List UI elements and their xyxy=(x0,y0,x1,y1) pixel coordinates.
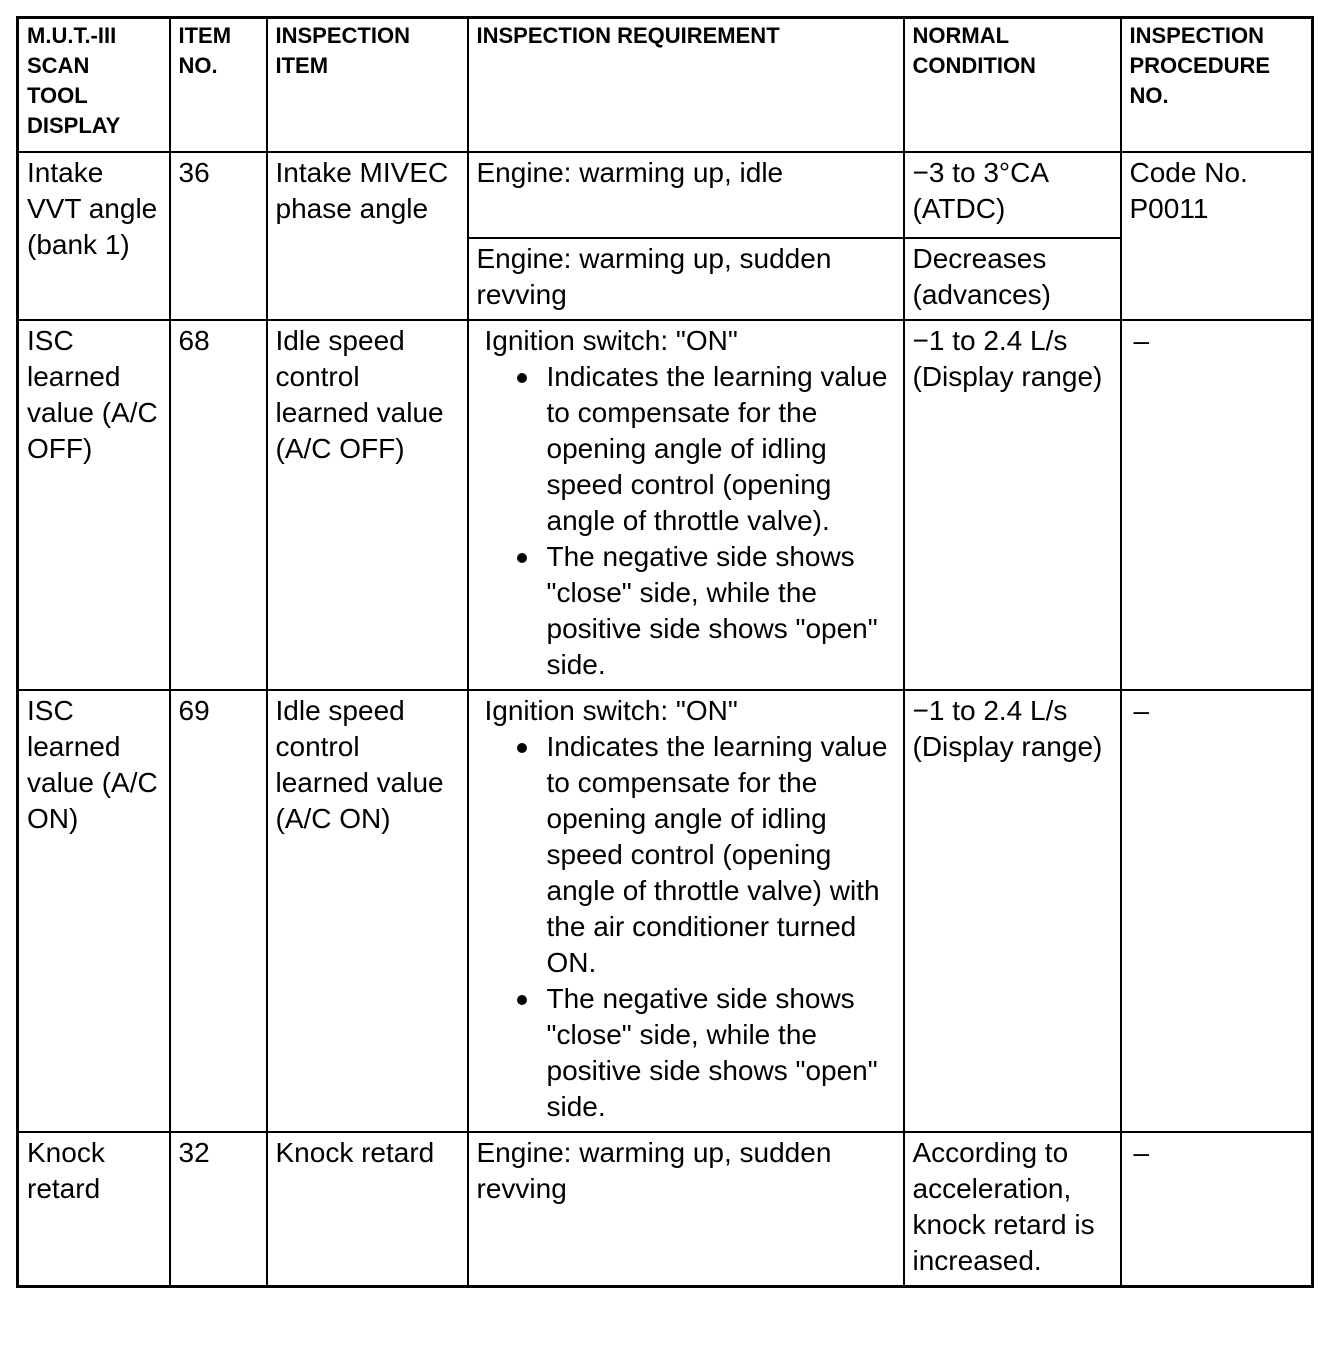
requirement-intro: Ignition switch: "ON" xyxy=(484,695,738,726)
cell-item-no: 32 xyxy=(170,1132,267,1287)
cell-procedure xyxy=(1121,320,1313,690)
cell-inspection-item: Idle speed control learned value (A/C ON) xyxy=(267,690,468,1132)
cell-inspection-item: Intake MIVEC phase angle xyxy=(267,152,468,320)
procedure-dash: – xyxy=(1133,325,1150,356)
table-row xyxy=(18,152,1313,238)
bullet-item: Indicates the learning value to compensate for the opening angle of idling speed control (opening angle of throttle valve) with the air conditioner turned ON. xyxy=(547,729,895,981)
inspection-table xyxy=(16,16,1314,1288)
bullet-item: Indicates the learning value to compensate for the opening angle of idling speed control (opening angle of throttle valve). xyxy=(547,359,895,539)
cell-requirement xyxy=(468,690,904,1132)
cell-condition: −1 to 2.4 L/s (Display range) xyxy=(904,690,1121,1132)
header-inspection-requirement: INSPECTION REQUIREMENT xyxy=(468,18,904,153)
header-inspection-item: INSPECTION ITEM xyxy=(267,18,468,153)
cell-display: Intake VVT angle (bank 1) xyxy=(18,152,170,320)
cell-procedure xyxy=(1121,1132,1313,1287)
cell-display: Knock retard xyxy=(18,1132,170,1287)
procedure-dash: – xyxy=(1133,695,1150,726)
cell-requirement: Engine: warming up, sudden revving xyxy=(468,1132,904,1287)
cell-item-no: 68 xyxy=(170,320,267,690)
requirement-bullets xyxy=(477,359,895,683)
header-scan-tool-display: M.U.T.-III SCAN TOOL DISPLAY xyxy=(18,18,170,153)
table-row xyxy=(18,1132,1313,1287)
cell-procedure: Code No. P0011 xyxy=(1121,152,1313,320)
bullet-item: The negative side shows "close" side, while the positive side shows "open" side. xyxy=(547,981,895,1125)
cell-condition: Decreases (advances) xyxy=(904,238,1121,320)
cell-item-no: 69 xyxy=(170,690,267,1132)
cell-procedure xyxy=(1121,690,1313,1132)
header-procedure-no: INSPECTION PROCEDURE NO. xyxy=(1121,18,1313,153)
table-row xyxy=(18,320,1313,690)
requirement-intro: Ignition switch: "ON" xyxy=(484,325,738,356)
cell-item-no: 36 xyxy=(170,152,267,320)
cell-display: ISC learned value (A/C ON) xyxy=(18,690,170,1132)
cell-requirement: Engine: warming up, sudden revving xyxy=(468,238,904,320)
header-row xyxy=(18,18,1313,153)
bullet-item: The negative side shows "close" side, while the positive side shows "open" side. xyxy=(547,539,895,683)
cell-condition: −3 to 3°CA (ATDC) xyxy=(904,152,1121,238)
cell-inspection-item: Knock retard xyxy=(267,1132,468,1287)
cell-display: ISC learned value (A/C OFF) xyxy=(18,320,170,690)
cell-inspection-item: Idle speed control learned value (A/C OFF) xyxy=(267,320,468,690)
table-row xyxy=(18,690,1313,1132)
cell-condition: According to acceleration, knock retard is increased. xyxy=(904,1132,1121,1287)
header-item-no: ITEM NO. xyxy=(170,18,267,153)
requirement-bullets xyxy=(477,729,895,1125)
header-normal-condition: NORMAL CONDITION xyxy=(904,18,1121,153)
cell-requirement xyxy=(468,320,904,690)
cell-condition: −1 to 2.4 L/s (Display range) xyxy=(904,320,1121,690)
procedure-dash: – xyxy=(1133,1137,1150,1168)
cell-requirement: Engine: warming up, idle xyxy=(468,152,904,238)
